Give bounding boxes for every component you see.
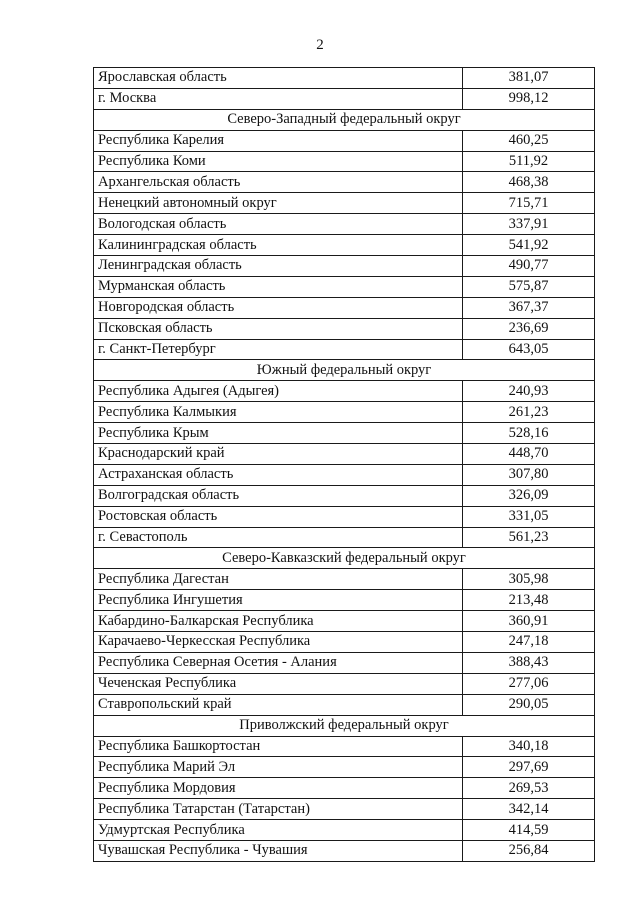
region-name-cell: Республика Башкортостан <box>94 736 463 757</box>
region-value-cell: 326,09 <box>463 485 595 506</box>
region-name-cell: Чувашская Республика - Чувашия <box>94 840 463 861</box>
region-name-cell: Калининградская область <box>94 235 463 256</box>
table-row <box>94 569 595 590</box>
region-name-cell: г. Севастополь <box>94 527 463 548</box>
region-value-cell: 277,06 <box>463 673 595 694</box>
region-value-cell: 367,37 <box>463 297 595 318</box>
region-value-cell: 643,05 <box>463 339 595 360</box>
table-row <box>94 276 595 297</box>
table-row <box>94 339 595 360</box>
region-name-cell: Удмуртская Республика <box>94 820 463 841</box>
region-name-cell: Ярославская область <box>94 68 463 89</box>
region-name-cell: Новгородская область <box>94 297 463 318</box>
region-name-cell: Республика Татарстан (Татарстан) <box>94 799 463 820</box>
table-row <box>94 778 595 799</box>
table-row <box>94 235 595 256</box>
table-row <box>94 652 595 673</box>
region-name-cell: Карачаево-Черкесская Республика <box>94 632 463 653</box>
table-row <box>94 757 595 778</box>
table-row <box>94 68 595 89</box>
regions-table-body <box>94 68 595 862</box>
district-header-row <box>94 548 595 569</box>
district-header: Южный федеральный округ <box>94 360 595 381</box>
region-value-cell: 256,84 <box>463 840 595 861</box>
table-row <box>94 256 595 277</box>
district-header: Приволжский федеральный округ <box>94 715 595 736</box>
region-name-cell: г. Санкт-Петербург <box>94 339 463 360</box>
region-name-cell: Республика Ингушетия <box>94 590 463 611</box>
region-value-cell: 490,77 <box>463 256 595 277</box>
region-name-cell: Республика Марий Эл <box>94 757 463 778</box>
region-value-cell: 342,14 <box>463 799 595 820</box>
district-header-row <box>94 360 595 381</box>
table-row <box>94 673 595 694</box>
region-name-cell: г. Москва <box>94 88 463 109</box>
region-value-cell: 331,05 <box>463 506 595 527</box>
table-row <box>94 694 595 715</box>
region-value-cell: 236,69 <box>463 318 595 339</box>
page-number: 2 <box>316 37 324 53</box>
region-value-cell: 381,07 <box>463 68 595 89</box>
district-header-row <box>94 109 595 130</box>
region-value-cell: 541,92 <box>463 235 595 256</box>
district-header: Северо-Кавказский федеральный округ <box>94 548 595 569</box>
region-name-cell: Ленинградская область <box>94 256 463 277</box>
region-value-cell: 340,18 <box>463 736 595 757</box>
table-row <box>94 506 595 527</box>
table-row <box>94 172 595 193</box>
regions-table <box>93 67 595 862</box>
region-value-cell: 337,91 <box>463 214 595 235</box>
table-row <box>94 423 595 444</box>
region-name-cell: Ростовская область <box>94 506 463 527</box>
table-row <box>94 485 595 506</box>
region-value-cell: 290,05 <box>463 694 595 715</box>
table-row <box>94 736 595 757</box>
region-value-cell: 360,91 <box>463 611 595 632</box>
table-row <box>94 611 595 632</box>
table-row <box>94 464 595 485</box>
district-header-row <box>94 715 595 736</box>
table-row <box>94 151 595 172</box>
region-name-cell: Республика Крым <box>94 423 463 444</box>
table-row <box>94 820 595 841</box>
region-name-cell: Республика Коми <box>94 151 463 172</box>
region-value-cell: 261,23 <box>463 402 595 423</box>
region-value-cell: 269,53 <box>463 778 595 799</box>
region-value-cell: 468,38 <box>463 172 595 193</box>
table-row <box>94 402 595 423</box>
region-value-cell: 528,16 <box>463 423 595 444</box>
table-row <box>94 840 595 861</box>
region-value-cell: 460,25 <box>463 130 595 151</box>
region-name-cell: Архангельская область <box>94 172 463 193</box>
table-row <box>94 381 595 402</box>
region-name-cell: Астраханская область <box>94 464 463 485</box>
region-value-cell: 307,80 <box>463 464 595 485</box>
region-name-cell: Вологодская область <box>94 214 463 235</box>
region-value-cell: 247,18 <box>463 632 595 653</box>
table-row <box>94 632 595 653</box>
region-value-cell: 297,69 <box>463 757 595 778</box>
region-value-cell: 305,98 <box>463 569 595 590</box>
region-name-cell: Мурманская область <box>94 276 463 297</box>
region-value-cell: 511,92 <box>463 151 595 172</box>
table-row <box>94 297 595 318</box>
region-value-cell: 414,59 <box>463 820 595 841</box>
table-row <box>94 799 595 820</box>
region-value-cell: 213,48 <box>463 590 595 611</box>
region-name-cell: Республика Дагестан <box>94 569 463 590</box>
district-header: Северо-Западный федеральный округ <box>94 109 595 130</box>
region-name-cell: Ненецкий автономный округ <box>94 193 463 214</box>
region-name-cell: Республика Адыгея (Адыгея) <box>94 381 463 402</box>
table-row <box>94 527 595 548</box>
region-name-cell: Волгоградская область <box>94 485 463 506</box>
region-name-cell: Псковская область <box>94 318 463 339</box>
table-row <box>94 318 595 339</box>
region-name-cell: Ставропольский край <box>94 694 463 715</box>
region-value-cell: 240,93 <box>463 381 595 402</box>
region-name-cell: Кабардино-Балкарская Республика <box>94 611 463 632</box>
region-value-cell: 388,43 <box>463 652 595 673</box>
region-value-cell: 561,23 <box>463 527 595 548</box>
region-name-cell: Республика Мордовия <box>94 778 463 799</box>
table-row <box>94 193 595 214</box>
table-row <box>94 214 595 235</box>
region-name-cell: Республика Карелия <box>94 130 463 151</box>
table-row <box>94 590 595 611</box>
table-row <box>94 444 595 465</box>
region-value-cell: 575,87 <box>463 276 595 297</box>
region-value-cell: 448,70 <box>463 444 595 465</box>
region-name-cell: Чеченская Республика <box>94 673 463 694</box>
region-name-cell: Республика Северная Осетия - Алания <box>94 652 463 673</box>
table-row <box>94 130 595 151</box>
region-value-cell: 998,12 <box>463 88 595 109</box>
region-name-cell: Краснодарский край <box>94 444 463 465</box>
region-value-cell: 715,71 <box>463 193 595 214</box>
region-name-cell: Республика Калмыкия <box>94 402 463 423</box>
table-row <box>94 88 595 109</box>
